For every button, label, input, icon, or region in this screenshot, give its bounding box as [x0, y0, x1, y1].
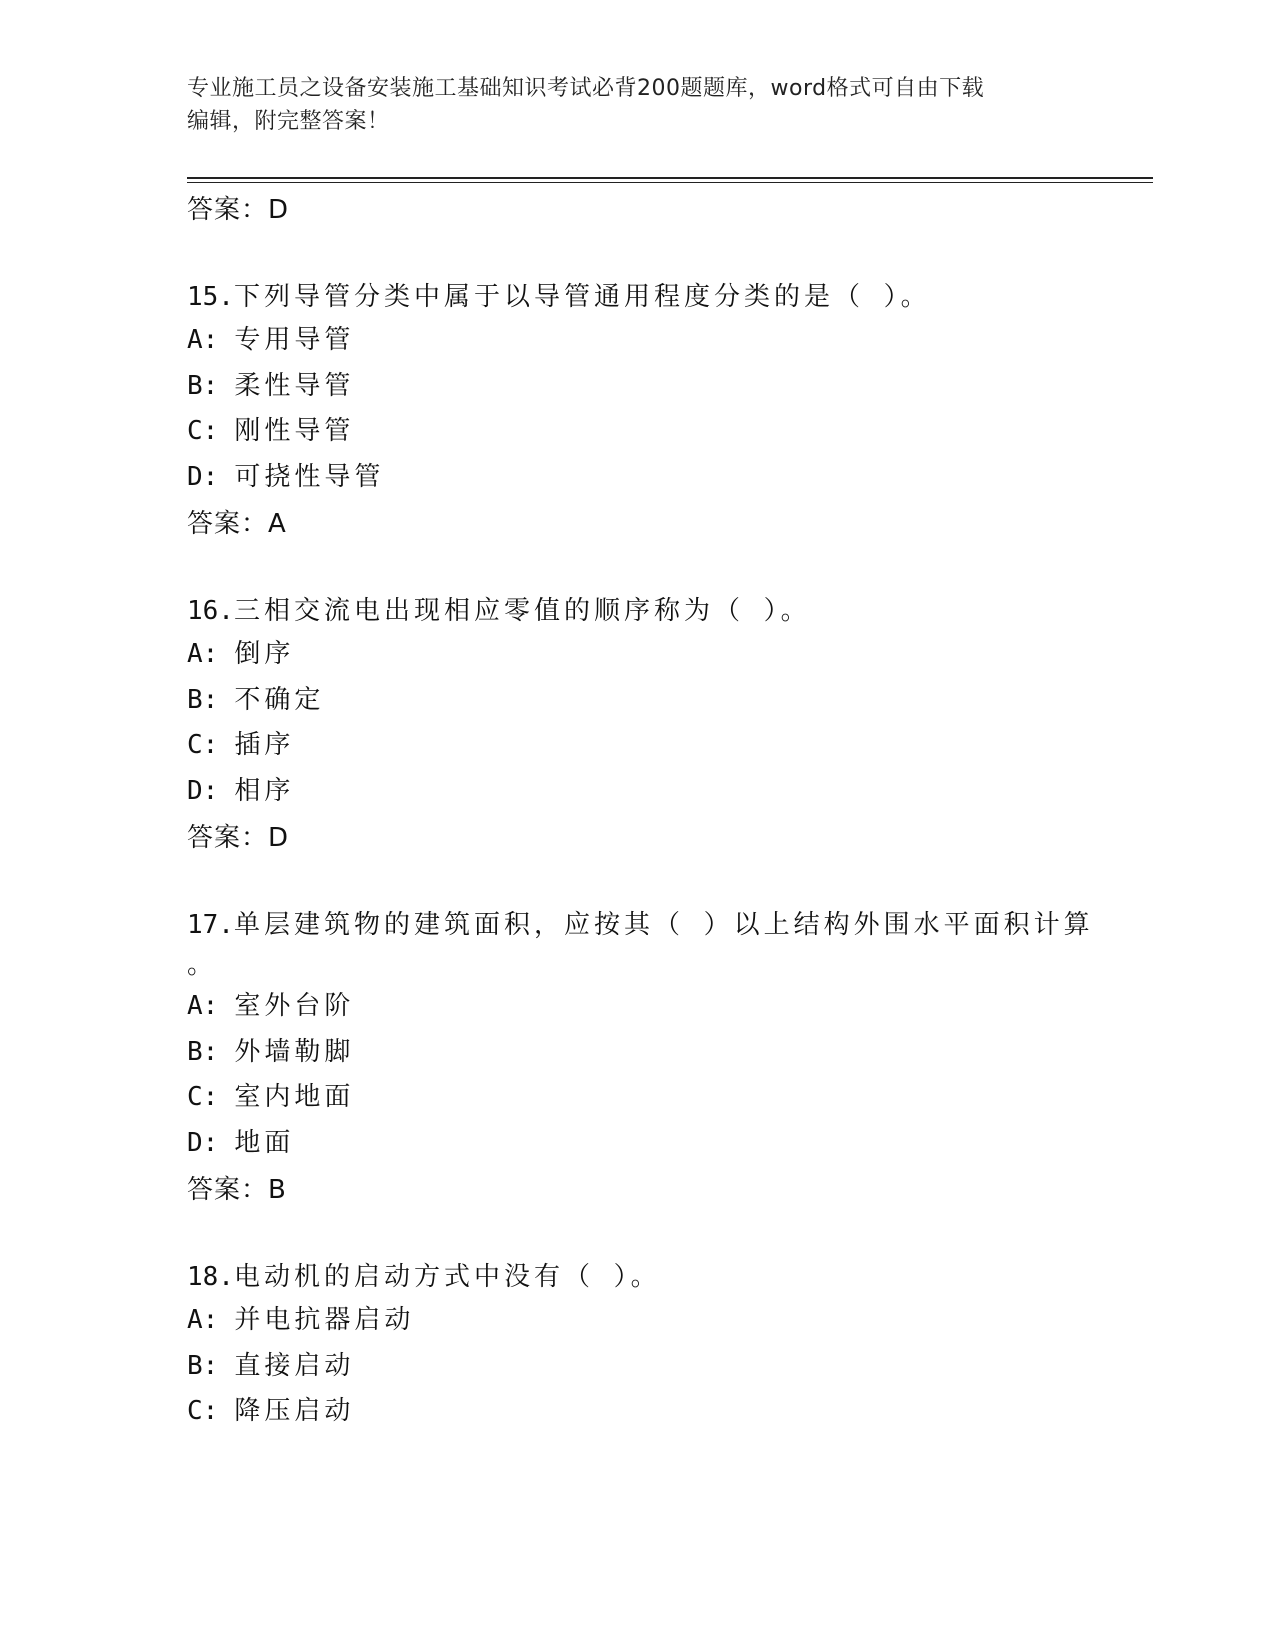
option-text: 倒序: [234, 639, 295, 669]
answer-option: [187, 723, 1153, 769]
header-line-1: 专业施工员之设备安装施工基础知识考试必背200题题库，word格式可自由下载: [187, 76, 985, 101]
option-text: 室内地面: [234, 1082, 355, 1112]
option-label: B:: [187, 1350, 219, 1381]
answer-option: [187, 632, 1153, 678]
option-label: C:: [187, 730, 219, 760]
option-text: 不确定: [234, 684, 325, 715]
header-divider-thin: [187, 182, 1153, 183]
question-stem: 三相交流电出现相应零值的顺序称为（ ）。: [233, 596, 811, 626]
question-text: [187, 905, 1153, 946]
option-text: 可挠性导管: [234, 461, 385, 492]
answer-option: [187, 1121, 1153, 1167]
answer-option: [187, 1344, 1153, 1390]
answer-option: [187, 1030, 1153, 1076]
question-number: 18.: [187, 1262, 234, 1292]
option-label: B:: [187, 370, 219, 401]
option-label: A:: [187, 1305, 219, 1335]
option-label: C:: [187, 1082, 219, 1112]
option-label: D:: [187, 461, 219, 492]
question-number: 15.: [187, 282, 234, 312]
question-block: [187, 1257, 1153, 1435]
question-text: [187, 591, 1153, 632]
answer-option: [187, 1298, 1153, 1344]
option-text: 插序: [234, 730, 295, 760]
answer-option: [187, 769, 1153, 815]
header-divider-thick: [187, 177, 1153, 179]
question-list: [187, 186, 1153, 1435]
question-text: [187, 277, 1153, 318]
header-line-2: 编辑，附完整答案！: [187, 109, 390, 134]
answer-option: [187, 1389, 1153, 1435]
answer-option: [187, 364, 1153, 410]
question-block: [187, 591, 1153, 858]
answer-option: [187, 455, 1153, 501]
answer-line: 答案：B: [187, 1175, 287, 1205]
option-text: 外墙勒脚: [234, 1036, 355, 1067]
option-label: B:: [187, 684, 219, 715]
question-number: 16.: [187, 596, 234, 626]
option-label: A:: [187, 991, 219, 1021]
document-header: [187, 72, 1087, 138]
option-text: 相序: [234, 775, 295, 806]
option-label: C:: [187, 416, 219, 446]
answer-option: [187, 409, 1153, 455]
question-stem: 电动机的启动方式中没有（ ）。: [233, 1262, 661, 1292]
question-stem: 下列导管分类中属于以导管通用程度分类的是（ ）。: [233, 282, 931, 312]
question-number: 17.: [187, 910, 234, 940]
question-block: [187, 905, 1153, 1210]
answer-line: 答案：D: [187, 823, 290, 853]
option-label: C:: [187, 1396, 219, 1426]
answer-line: 答案：A: [187, 509, 287, 539]
option-text: 刚性导管: [234, 416, 355, 446]
answer-option: [187, 984, 1153, 1030]
option-label: D:: [187, 775, 219, 806]
question-text: [187, 1257, 1153, 1298]
option-text: 降压启动: [234, 1396, 355, 1426]
answer-option: [187, 678, 1153, 724]
option-text: 直接启动: [234, 1350, 355, 1381]
option-text: 地面: [234, 1127, 295, 1158]
option-label: A:: [187, 639, 219, 669]
question-stem-continuation: 。: [187, 950, 214, 980]
answer-option: [187, 1075, 1153, 1121]
answer-line: 答案：D: [187, 195, 290, 225]
option-text: 并电抗器启动: [234, 1305, 415, 1335]
answer-option: [187, 318, 1153, 364]
question-block: [187, 277, 1153, 544]
option-text: 室外台阶: [234, 991, 355, 1021]
question-stem: 单层建筑物的建筑面积，应按其（ ）以上结构外围水平面积计算: [233, 910, 1094, 940]
option-label: A:: [187, 325, 219, 355]
option-text: 专用导管: [234, 325, 355, 355]
option-label: B:: [187, 1036, 219, 1067]
option-label: D:: [187, 1127, 219, 1158]
option-text: 柔性导管: [234, 370, 355, 401]
